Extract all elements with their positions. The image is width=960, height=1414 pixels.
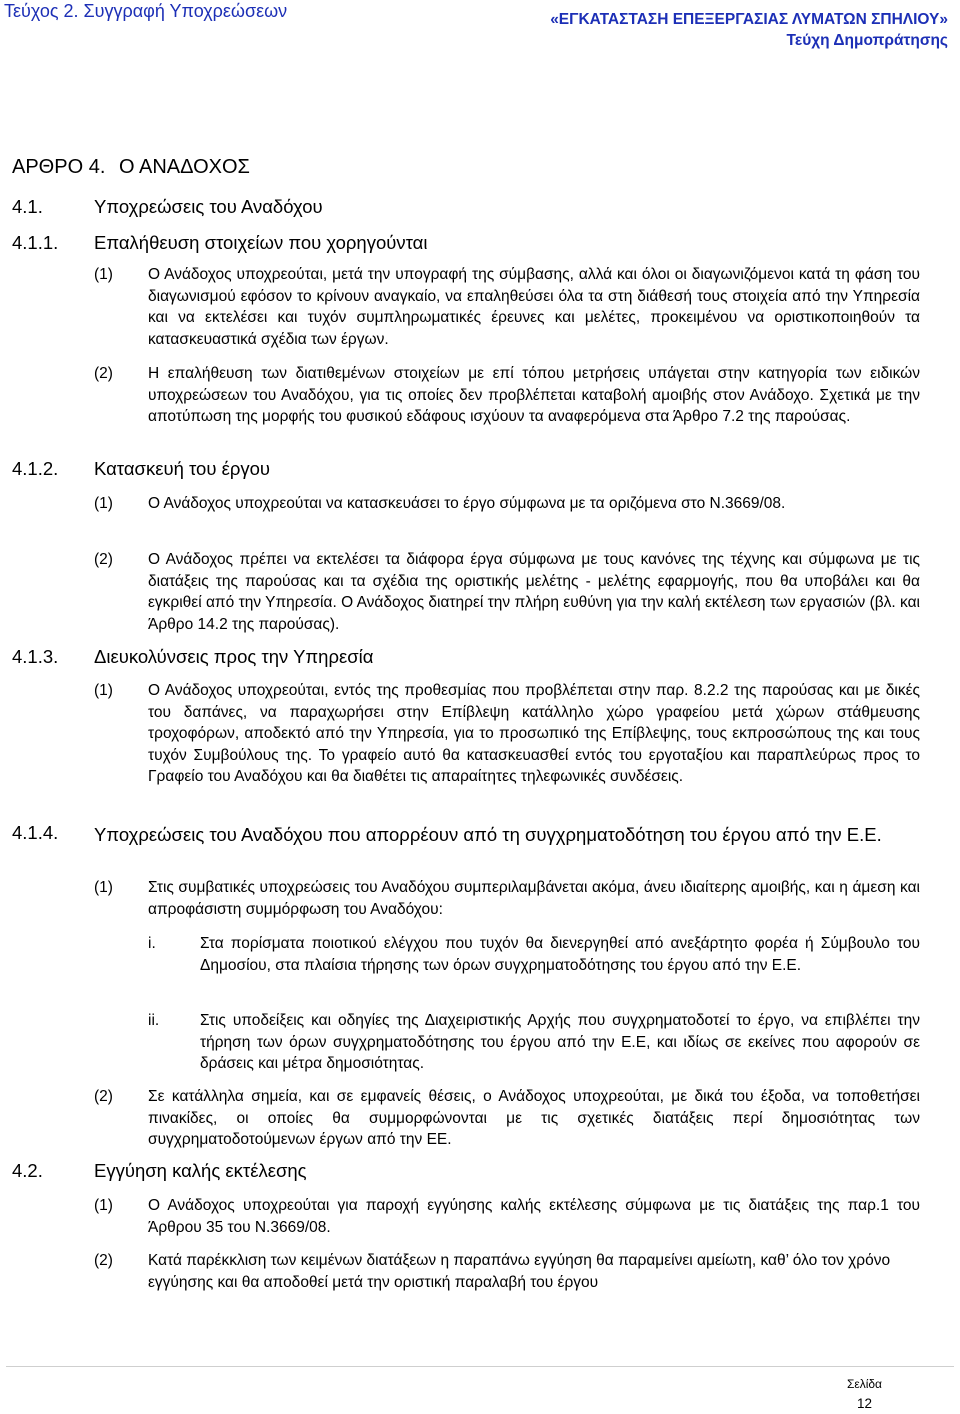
section-title: Διευκολύνσεις προς την Υπηρεσία [94, 646, 374, 667]
page-header [0, 0, 960, 56]
section-title: Εγγύηση καλής εκτέλεσης [94, 1160, 307, 1181]
header-volume-title: Τεύχος 2. Συγγραφή Υποχρεώσεων [4, 1, 288, 21]
header-document-type: Τεύχη Δημοπράτησης [786, 32, 948, 49]
section-number: 4.1.3. [12, 646, 59, 667]
paragraph-text: Η επαλήθευση των διατιθεμένων στοιχείων με επί τόπου μετρήσεις υπάγεται στην κατηγορία των ειδικών υποχρεώσεων του Αναδόχου, για τις οποίες δεν προβλέπεται καταβολή αμοιβής στον Ανάδοχο. Σχετικά με την αποτύπωση της μορφής του φυσικού εδάφους ισχύουν τα αναφερόμενα στα Άρθρο 7.2 της παρούσας. [148, 365, 920, 425]
section-heading-4-1 [12, 196, 323, 218]
section-title: Υποχρεώσεις του Αναδόχου [94, 196, 323, 217]
paragraph-4-1-4-2 [94, 1086, 920, 1151]
list-item-marker: ii. [148, 1012, 160, 1029]
paragraph-number: (1) [94, 495, 113, 512]
section-title: Κατασκευή του έργου [94, 458, 271, 479]
paragraph-text: Ο Ανάδοχος πρέπει να εκτελέσει τα διάφορα έργα σύμφωνα με τους κανόνες της τέχνης και σύμφωνα με τις διατάξεις της παρούσας και τα σχέδια της οριστικής μελέτης - μελέτης εφαρμογής, που θα υποβάλει και θα εγκριθεί από την Υπηρεσία. Ο Ανάδοχος διατηρεί την πλήρη ευθύνη για την καλή εκτέλεση των εργασιών (βλ. και Άρθρο 14.2 της παρούσας). [148, 551, 920, 633]
section-heading-4-1-4 [12, 822, 912, 847]
article-number: ΑΡΘΡΟ 4. [12, 156, 106, 178]
section-number: 4.1.4. [12, 822, 59, 843]
section-number: 4.1. [12, 196, 43, 217]
paragraph-number: (1) [94, 1197, 113, 1214]
paragraph-4-1-2-2 [94, 549, 920, 635]
paragraph-4-1-4-1 [94, 877, 920, 920]
paragraph-number: (1) [94, 266, 113, 283]
paragraph-text: Ο Ανάδοχος υποχρεούται, μετά την υπογραφή της σύμβασης, αλλά και όλοι οι διαγωνιζόμενοι κατά τη φάση του διαγωνισμού εφόσον το κρίνουν αναγκαίο, να επαληθεύσει όλα τα στη διάθεσή τους στοιχεία από την Υπηρεσία και να εκτελέσει και τυχόν συμπληρωματικές έρευνες και μελέτες, προκειμένου να οριστικοποιηθούν τα κατασκευαστικά σχέδια των έργων. [148, 266, 920, 348]
paragraph-text: Στις συμβατικές υποχρεώσεις του Αναδόχου συμπεριλαμβάνεται ακόμα, άνευ ιδιαίτερης αμοιβής, και η άμεση και απροφάσιστη συμμόρφωση του Αναδόχου: [148, 879, 920, 918]
header-project-title [550, 9, 948, 51]
paragraph-4-1-1-1 [94, 264, 920, 350]
paragraph-number: (1) [94, 682, 113, 699]
paragraph-number: (2) [94, 1252, 113, 1269]
section-number: 4.1.2. [12, 458, 59, 479]
paragraph-4-1-2-1 [94, 493, 920, 515]
section-heading-4-1-2 [12, 458, 270, 480]
section-heading-4-1-1 [12, 232, 427, 254]
section-heading-4-2 [12, 1160, 307, 1182]
paragraph-4-2-1 [94, 1195, 920, 1238]
header-project-name: «ΕΓΚΑΤΑΣΤΑΣΗ ΕΠΕΞΕΡΓΑΣΙΑΣ ΛΥΜΑΤΩΝ ΣΠΗΛΙΟΥ» [550, 11, 948, 28]
list-item-text: Στα πορίσματα ποιοτικού ελέγχου που τυχόν θα διενεργηθεί από ανεξάρτητο φορέα ή Σύμβουλο του Δημοσίου, στα πλαίσια τήρησης των όρων συγχρηματοδότησης του έργου από την Ε.Ε. [200, 935, 920, 974]
footer-divider [6, 1366, 954, 1367]
article-heading [12, 156, 250, 179]
list-item-text: Στις υποδείξεις και οδηγίες της Διαχειριστικής Αρχής που συγχρηματοδοτεί το έργο, να επιβλέπει την τήρηση των όρων συγχρηματοδότησης του έργου από την Ε.Ε, και ιδίως σε εκείνες που αφορούν σε δράσεις και μέτρα δημοσιότητας. [200, 1012, 920, 1072]
paragraph-text: Σε κατάλληλα σημεία, και σε εμφανείς θέσεις, ο Ανάδοχος υποχρεούται, με δικά του έξοδα, να τοποθετήσει πινακίδες, οι οποίες θα συμμορφώνονται με τις σχετικές διατάξεις περί δημοσιότητας των συγχρηματοδοτούμενων έργων από την ΕΕ. [148, 1088, 920, 1148]
paragraph-4-1-1-2 [94, 363, 920, 428]
paragraph-number: (2) [94, 551, 113, 568]
page-label: Σελίδα [846, 1377, 882, 1391]
paragraph-text: Ο Ανάδοχος υποχρεούται να κατασκευάσει το έργο σύμφωνα με τα οριζόμενα στο Ν.3669/08. [148, 495, 786, 512]
section-heading-4-1-3 [12, 646, 373, 668]
paragraph-text: Ο Ανάδοχος υποχρεούται για παροχή εγγύησης καλής εκτέλεσης σύμφωνα με τις διατάξεις της παρ.1 του Άρθρου 35 του Ν.3669/08. [148, 1197, 920, 1236]
page-number: 12 [856, 1396, 872, 1411]
list-item-ii [148, 1010, 920, 1075]
paragraph-4-1-3-1 [94, 680, 920, 788]
paragraph-number: (1) [94, 879, 113, 896]
section-title: Επαλήθευση στοιχείων που χορηγούνται [94, 232, 428, 253]
section-number: 4.1.1. [12, 232, 59, 253]
section-number: 4.2. [12, 1160, 43, 1181]
paragraph-number: (2) [94, 1088, 113, 1105]
paragraph-text: Κατά παρέκκλιση των κειμένων διατάξεων η παραπάνω εγγύηση θα παραμείνει αμείωτη, καθ’ όλο τον χρόνο εγγύησης και θα αποδοθεί μετά την οριστική παραλαβή του έργου [148, 1252, 891, 1291]
paragraph-number: (2) [94, 365, 113, 382]
section-title: Υποχρεώσεις του Αναδόχου που απορρέουν από τη συγχρηματοδότηση του έργου από την Ε.Ε. [94, 824, 882, 845]
page-footer [847, 1374, 882, 1414]
list-item-i [148, 933, 920, 976]
paragraph-text: Ο Ανάδοχος υποχρεούται, εντός της προθεσμίας που προβλέπεται στην παρ. 8.2.2 της παρούσας και με δικές του δαπάνες, να παραχωρήσει στην Επίβλεψη κατάλληλο χώρο γραφείου μετά χώρων στάθμευσης τροχοφόρων, αποδεκτό από την Υπηρεσία, για το προσωπικό της Επίβλεψης, τους εκπροσώπους της και τους τυχόν Συμβούλους της. Το γραφείο αυτό θα κατασκευασθεί εντός του εργοταξίου και παραπλεύρως προς το Γραφείο του Αναδόχου και θα διαθέτει τις απαραίτητες τηλεφωνικές συνδέσεις. [148, 682, 920, 785]
paragraph-4-2-2 [94, 1250, 920, 1293]
list-item-marker: i. [148, 935, 156, 952]
article-title: Ο ΑΝΑΔΟΧΟΣ [119, 156, 250, 178]
